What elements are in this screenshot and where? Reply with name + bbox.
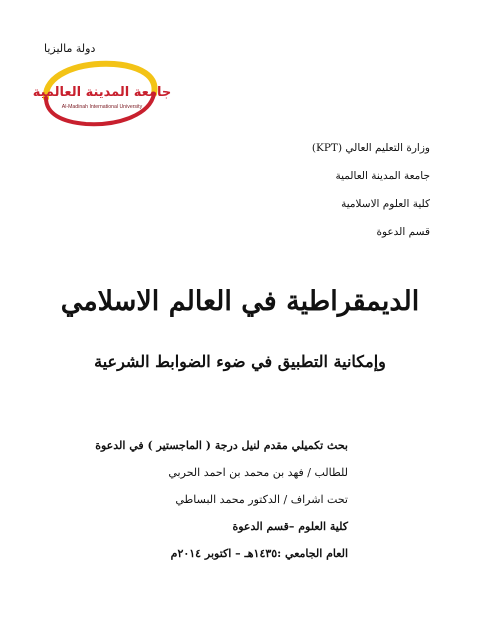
faculty-line: كلية العلوم الاسلامية: [341, 198, 430, 210]
institution-block: [312, 134, 430, 246]
logo-english-text: Al-Madinah International University: [61, 104, 143, 110]
university-logo-graphic: [32, 58, 172, 128]
logo-arabic-text: جامعة المدينة العالمية: [32, 85, 172, 100]
ministry-line: وزارة التعليم العالي (KPT): [311, 142, 430, 154]
department-line: قسم الدعوة: [376, 226, 430, 238]
student-line: للطالب / فهد بن محمد بن احمد الحربي: [168, 466, 348, 479]
academic-year-line: العام الجامعي :١٤٣٥هـ – اكتوبر ٢٠١٤م: [170, 547, 348, 560]
university-logo: [32, 58, 172, 128]
thesis-subtitle: وإمكانية التطبيق في ضوء الضوابط الشرعية: [94, 352, 386, 371]
country-label: دولة ماليزيا: [44, 42, 96, 55]
thesis-details: [95, 432, 348, 567]
thesis-title: الديمقراطية في العالم الاسلامي: [60, 286, 420, 317]
faculty-department-line: كلية العلوم –قسم الدعوة: [232, 520, 348, 533]
thesis-description: بحث تكميلي مقدم لنيل درجة ( الماجستير ) في الدعوة: [95, 439, 348, 452]
university-line: جامعة المدينة العالمية: [335, 170, 430, 182]
supervisor-line: تحت اشراف / الدكتور محمد البساطي: [175, 493, 348, 506]
